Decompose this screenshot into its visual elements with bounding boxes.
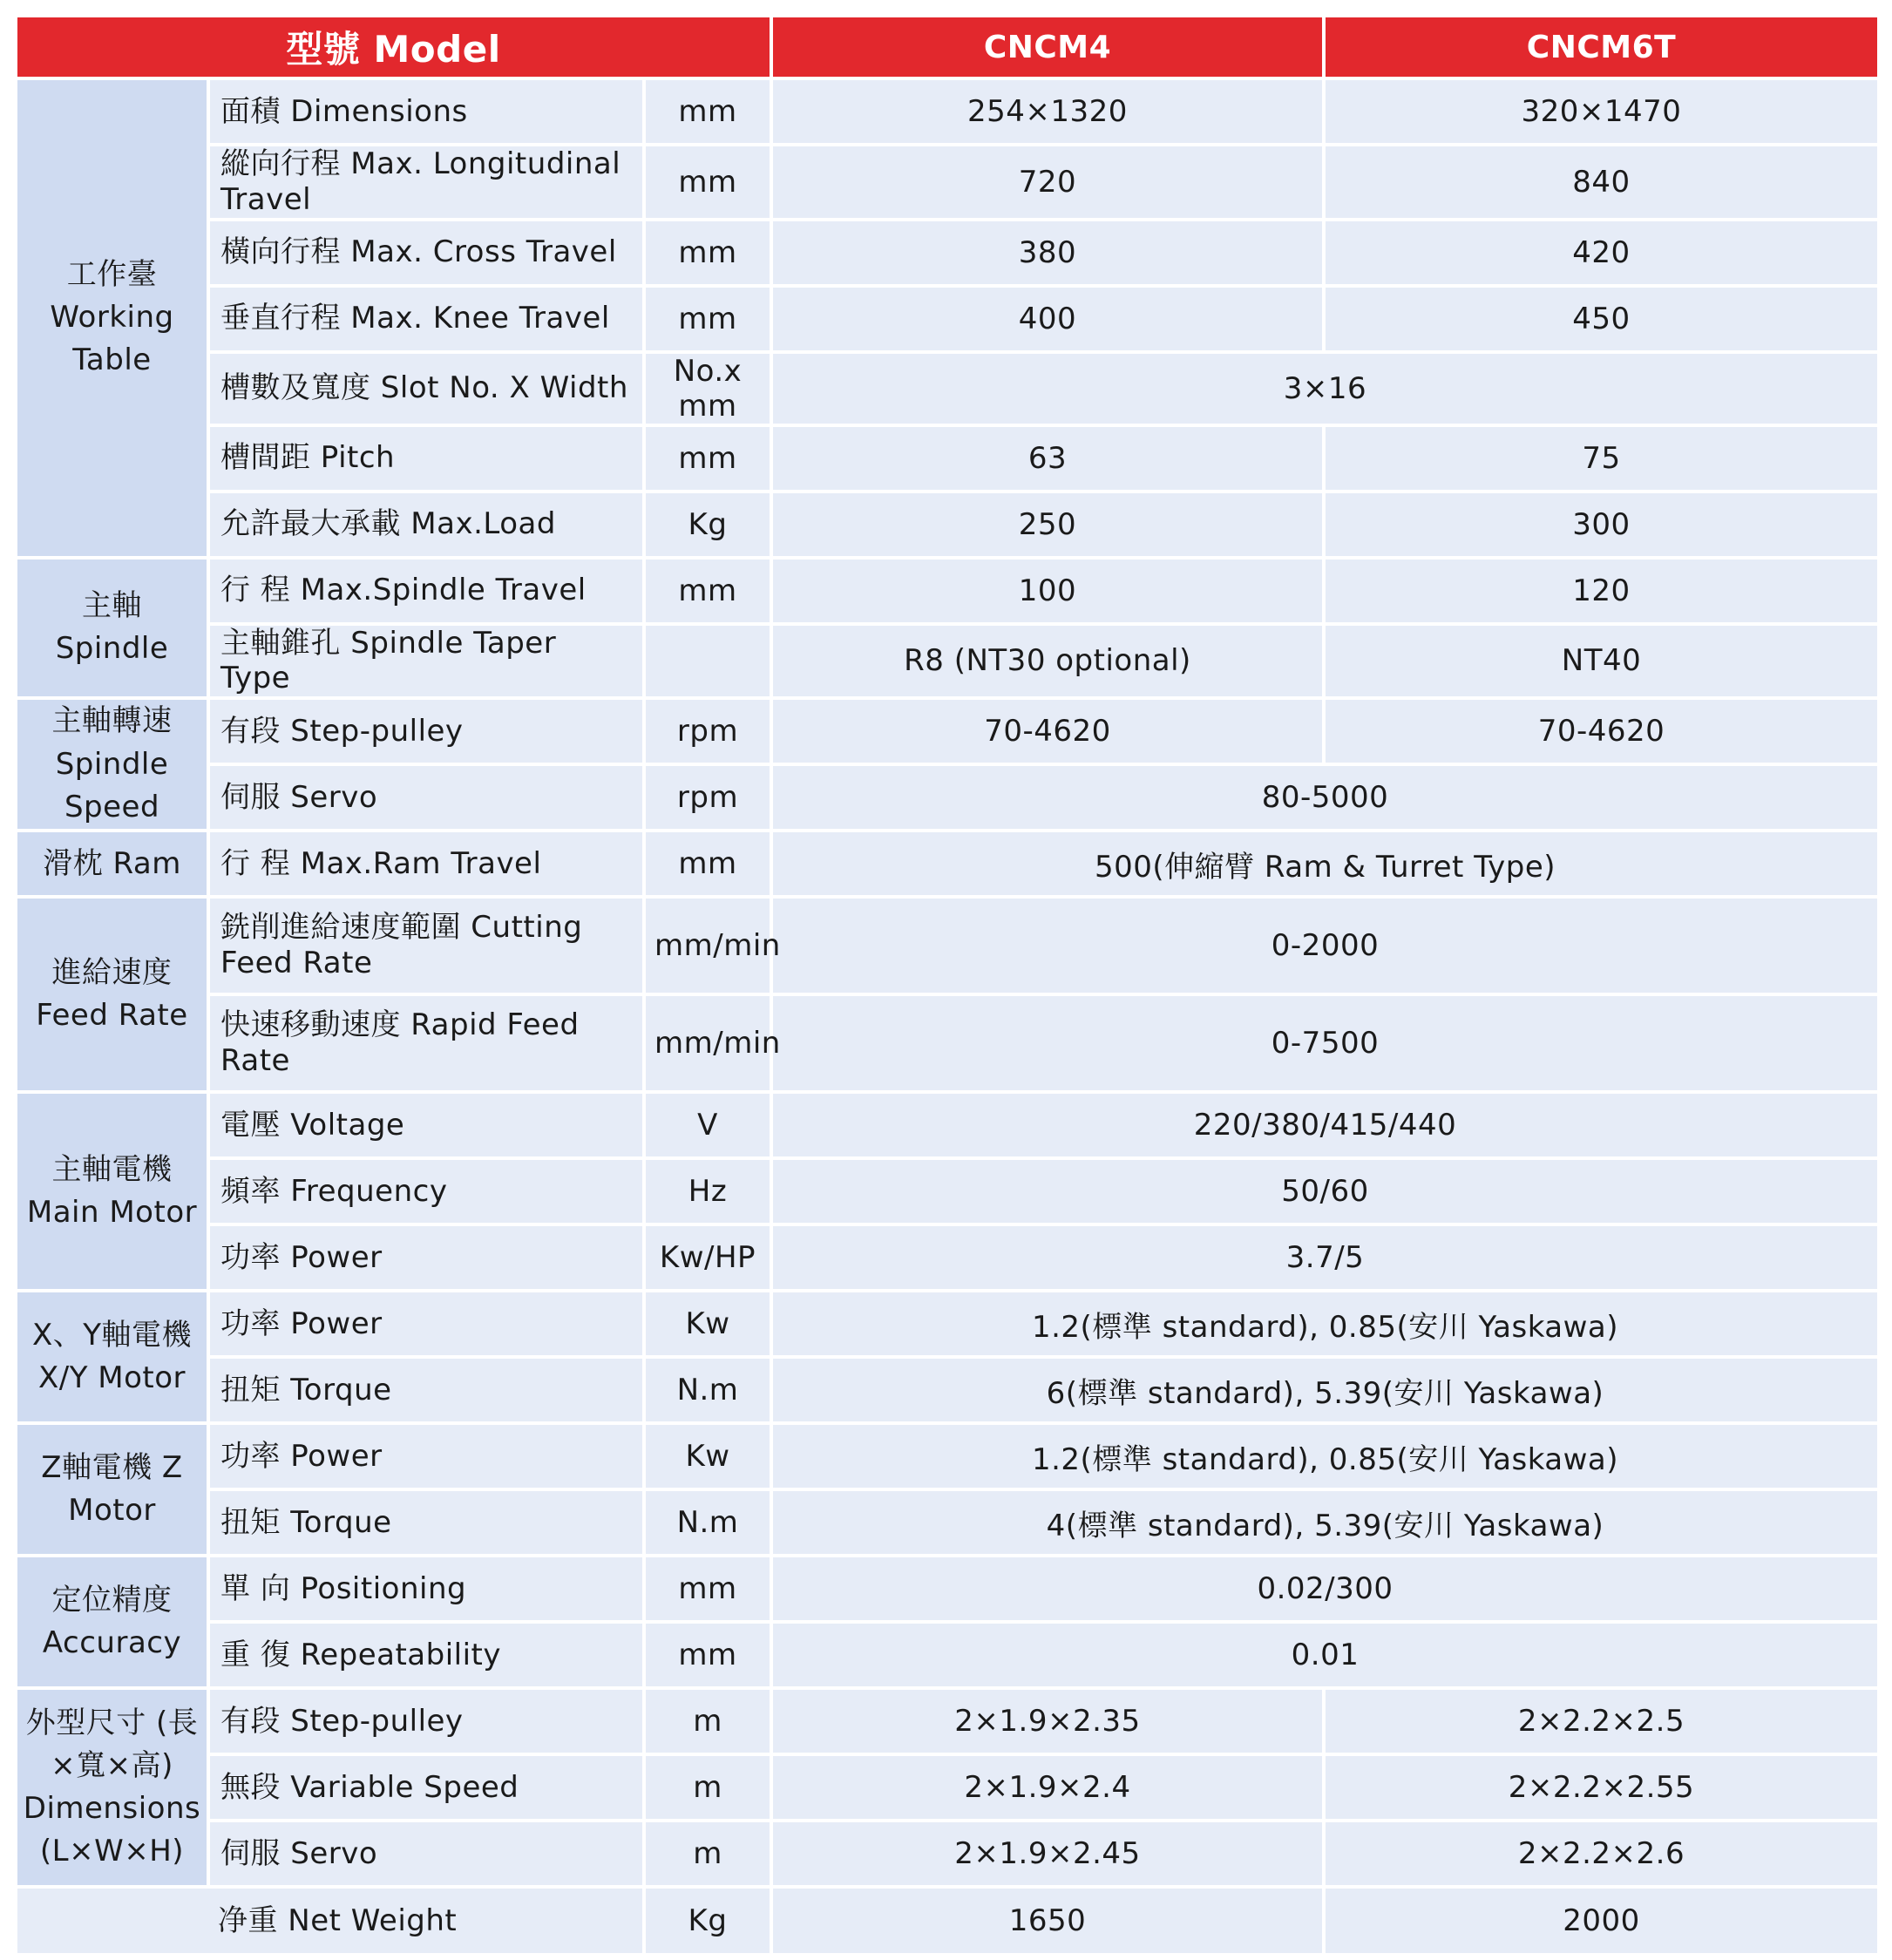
table-row [17,1822,1877,1885]
unit-cell: mm [646,221,770,284]
unit-cell: m [646,1690,770,1753]
group-working-table: 工作臺 Working Table [17,80,207,556]
value-cncm4: 100 [773,560,1322,622]
item-label: 伺服 Servo [210,1822,642,1885]
header-row [17,17,1877,77]
value-cncm6t: 2×2.2×2.55 [1326,1756,1877,1819]
item-label: 扭矩 Torque [210,1491,642,1554]
item-label: 電壓 Voltage [210,1094,642,1156]
item-label: 伺服 Servo [210,766,642,829]
item-label: 單 向 Positioning [210,1557,642,1620]
unit-cell: Kw/HP [646,1226,770,1289]
value-cncm4: 63 [773,427,1322,490]
specification-table [14,14,1881,1957]
value-cncm6t: 300 [1326,493,1877,556]
unit-cell: mm [646,146,770,218]
unit-cell: mm/min [646,996,770,1090]
unit-cell: mm [646,288,770,350]
table-row [17,1624,1877,1686]
value-cncm6t: 2×2.2×2.5 [1326,1690,1877,1753]
value-cncm6t: 2000 [1326,1889,1877,1953]
unit-cell: mm/min [646,899,770,993]
table-row [17,626,1877,697]
table-row [17,1557,1877,1620]
unit-cell: Kw [646,1292,770,1355]
item-label: 行 程 Max.Spindle Travel [210,560,642,622]
table-row [17,288,1877,350]
group-accuracy: 定位精度 Accuracy [17,1557,207,1686]
value-shared: 50/60 [773,1160,1877,1223]
table-row [17,1491,1877,1554]
item-label: 功率 Power [210,1425,642,1488]
unit-cell: mm [646,1624,770,1686]
item-label: 主軸錐孔 Spindle Taper Type [210,626,642,697]
unit-cell: m [646,1756,770,1819]
unit-cell: N.m [646,1491,770,1554]
value-cncm6t: 420 [1326,221,1877,284]
item-label: 有段 Step-pulley [210,700,642,763]
unit-cell: mm [646,832,770,895]
item-label: 扭矩 Torque [210,1359,642,1421]
item-label: 無段 Variable Speed [210,1756,642,1819]
item-label: 橫向行程 Max. Cross Travel [210,221,642,284]
item-label: 銑削進給速度範圍 Cutting Feed Rate [210,899,642,993]
value-shared: 0-7500 [773,996,1877,1090]
table-row [17,80,1877,143]
unit-cell: V [646,1094,770,1156]
value-cncm4: 720 [773,146,1322,218]
table-row [17,493,1877,556]
item-label: 垂直行程 Max. Knee Travel [210,288,642,350]
value-shared: 4(標準 standard), 5.39(安川 Yaskawa) [773,1491,1877,1554]
model-header: 型號 Model [17,17,770,77]
value-cncm4: 2×1.9×2.35 [773,1690,1322,1753]
table-row [17,1160,1877,1223]
table-row [17,221,1877,284]
item-label: 行 程 Max.Ram Travel [210,832,642,895]
group-xy-motor: X、Y軸電機 X/Y Motor [17,1292,207,1421]
unit-cell: mm [646,1557,770,1620]
value-shared: 0.01 [773,1624,1877,1686]
table-row [17,146,1877,218]
table-row [17,832,1877,895]
unit-cell: Kg [646,493,770,556]
item-label: 槽數及寬度 Slot No. X Width [210,354,642,424]
group-ram: 滑枕 Ram [17,832,207,895]
table-row [17,1094,1877,1156]
value-cncm6t: 2×2.2×2.6 [1326,1822,1877,1885]
unit-cell: mm [646,560,770,622]
value-cncm4: 1650 [773,1889,1322,1953]
item-label: 面積 Dimensions [210,80,642,143]
table-row [17,1889,1877,1953]
value-shared: 3.7/5 [773,1226,1877,1289]
table-row [17,1690,1877,1753]
group-main-motor: 主軸電機 Main Motor [17,1094,207,1289]
value-cncm6t: 70-4620 [1326,700,1877,763]
unit-cell: Kw [646,1425,770,1488]
group-feed-rate: 進給速度 Feed Rate [17,899,207,1090]
value-cncm4: 2×1.9×2.45 [773,1822,1322,1885]
table-row [17,1292,1877,1355]
item-label: 净重 Net Weight [17,1889,642,1953]
item-label: 有段 Step-pulley [210,1690,642,1753]
group-dimensions: 外型尺寸 (長×寬×高) Dimensions (L×W×H) [17,1690,207,1885]
model-cncm6t-header: CNCM6T [1326,17,1877,77]
table-row [17,899,1877,993]
value-cncm6t: NT40 [1326,626,1877,697]
value-shared: 500(伸縮臂 Ram & Turret Type) [773,832,1877,895]
table-row [17,1425,1877,1488]
value-shared: 220/380/415/440 [773,1094,1877,1156]
unit-cell [646,626,770,697]
unit-cell: rpm [646,700,770,763]
table-row [17,354,1877,424]
item-label: 槽間距 Pitch [210,427,642,490]
value-cncm4: 2×1.9×2.4 [773,1756,1322,1819]
item-label: 重 復 Repeatability [210,1624,642,1686]
unit-cell: No.x mm [646,354,770,424]
table-row [17,1756,1877,1819]
value-cncm4: 400 [773,288,1322,350]
unit-cell: rpm [646,766,770,829]
value-shared: 6(標準 standard), 5.39(安川 Yaskawa) [773,1359,1877,1421]
table-row [17,766,1877,829]
value-shared: 80-5000 [773,766,1877,829]
item-label: 允許最大承載 Max.Load [210,493,642,556]
value-shared: 0-2000 [773,899,1877,993]
value-cncm4: R8 (NT30 optional) [773,626,1322,697]
table-row [17,1359,1877,1421]
value-shared: 3×16 [773,354,1877,424]
value-cncm6t: 840 [1326,146,1877,218]
group-spindle: 主軸 Spindle [17,560,207,697]
unit-cell: mm [646,80,770,143]
value-cncm4: 254×1320 [773,80,1322,143]
unit-cell: m [646,1822,770,1885]
item-label: 縱向行程 Max. Longitudinal Travel [210,146,642,218]
table-row [17,427,1877,490]
value-cncm6t: 320×1470 [1326,80,1877,143]
value-shared: 1.2(標準 standard), 0.85(安川 Yaskawa) [773,1425,1877,1488]
group-spindle-speed: 主軸轉速 Spindle Speed [17,700,207,829]
group-z-motor: Z軸電機 Z Motor [17,1425,207,1554]
item-label: 頻率 Frequency [210,1160,642,1223]
table-row [17,560,1877,622]
item-label: 快速移動速度 Rapid Feed Rate [210,996,642,1090]
table-row [17,996,1877,1090]
value-cncm4: 70-4620 [773,700,1322,763]
value-cncm6t: 120 [1326,560,1877,622]
value-shared: 1.2(標準 standard), 0.85(安川 Yaskawa) [773,1292,1877,1355]
item-label: 功率 Power [210,1226,642,1289]
value-shared: 0.02/300 [773,1557,1877,1620]
model-cncm4-header: CNCM4 [773,17,1322,77]
item-label: 功率 Power [210,1292,642,1355]
unit-cell: N.m [646,1359,770,1421]
unit-cell: Hz [646,1160,770,1223]
unit-cell: Kg [646,1889,770,1953]
unit-cell: mm [646,427,770,490]
value-cncm6t: 450 [1326,288,1877,350]
value-cncm4: 250 [773,493,1322,556]
value-cncm6t: 75 [1326,427,1877,490]
table-row [17,1226,1877,1289]
table-row [17,700,1877,763]
value-cncm4: 380 [773,221,1322,284]
